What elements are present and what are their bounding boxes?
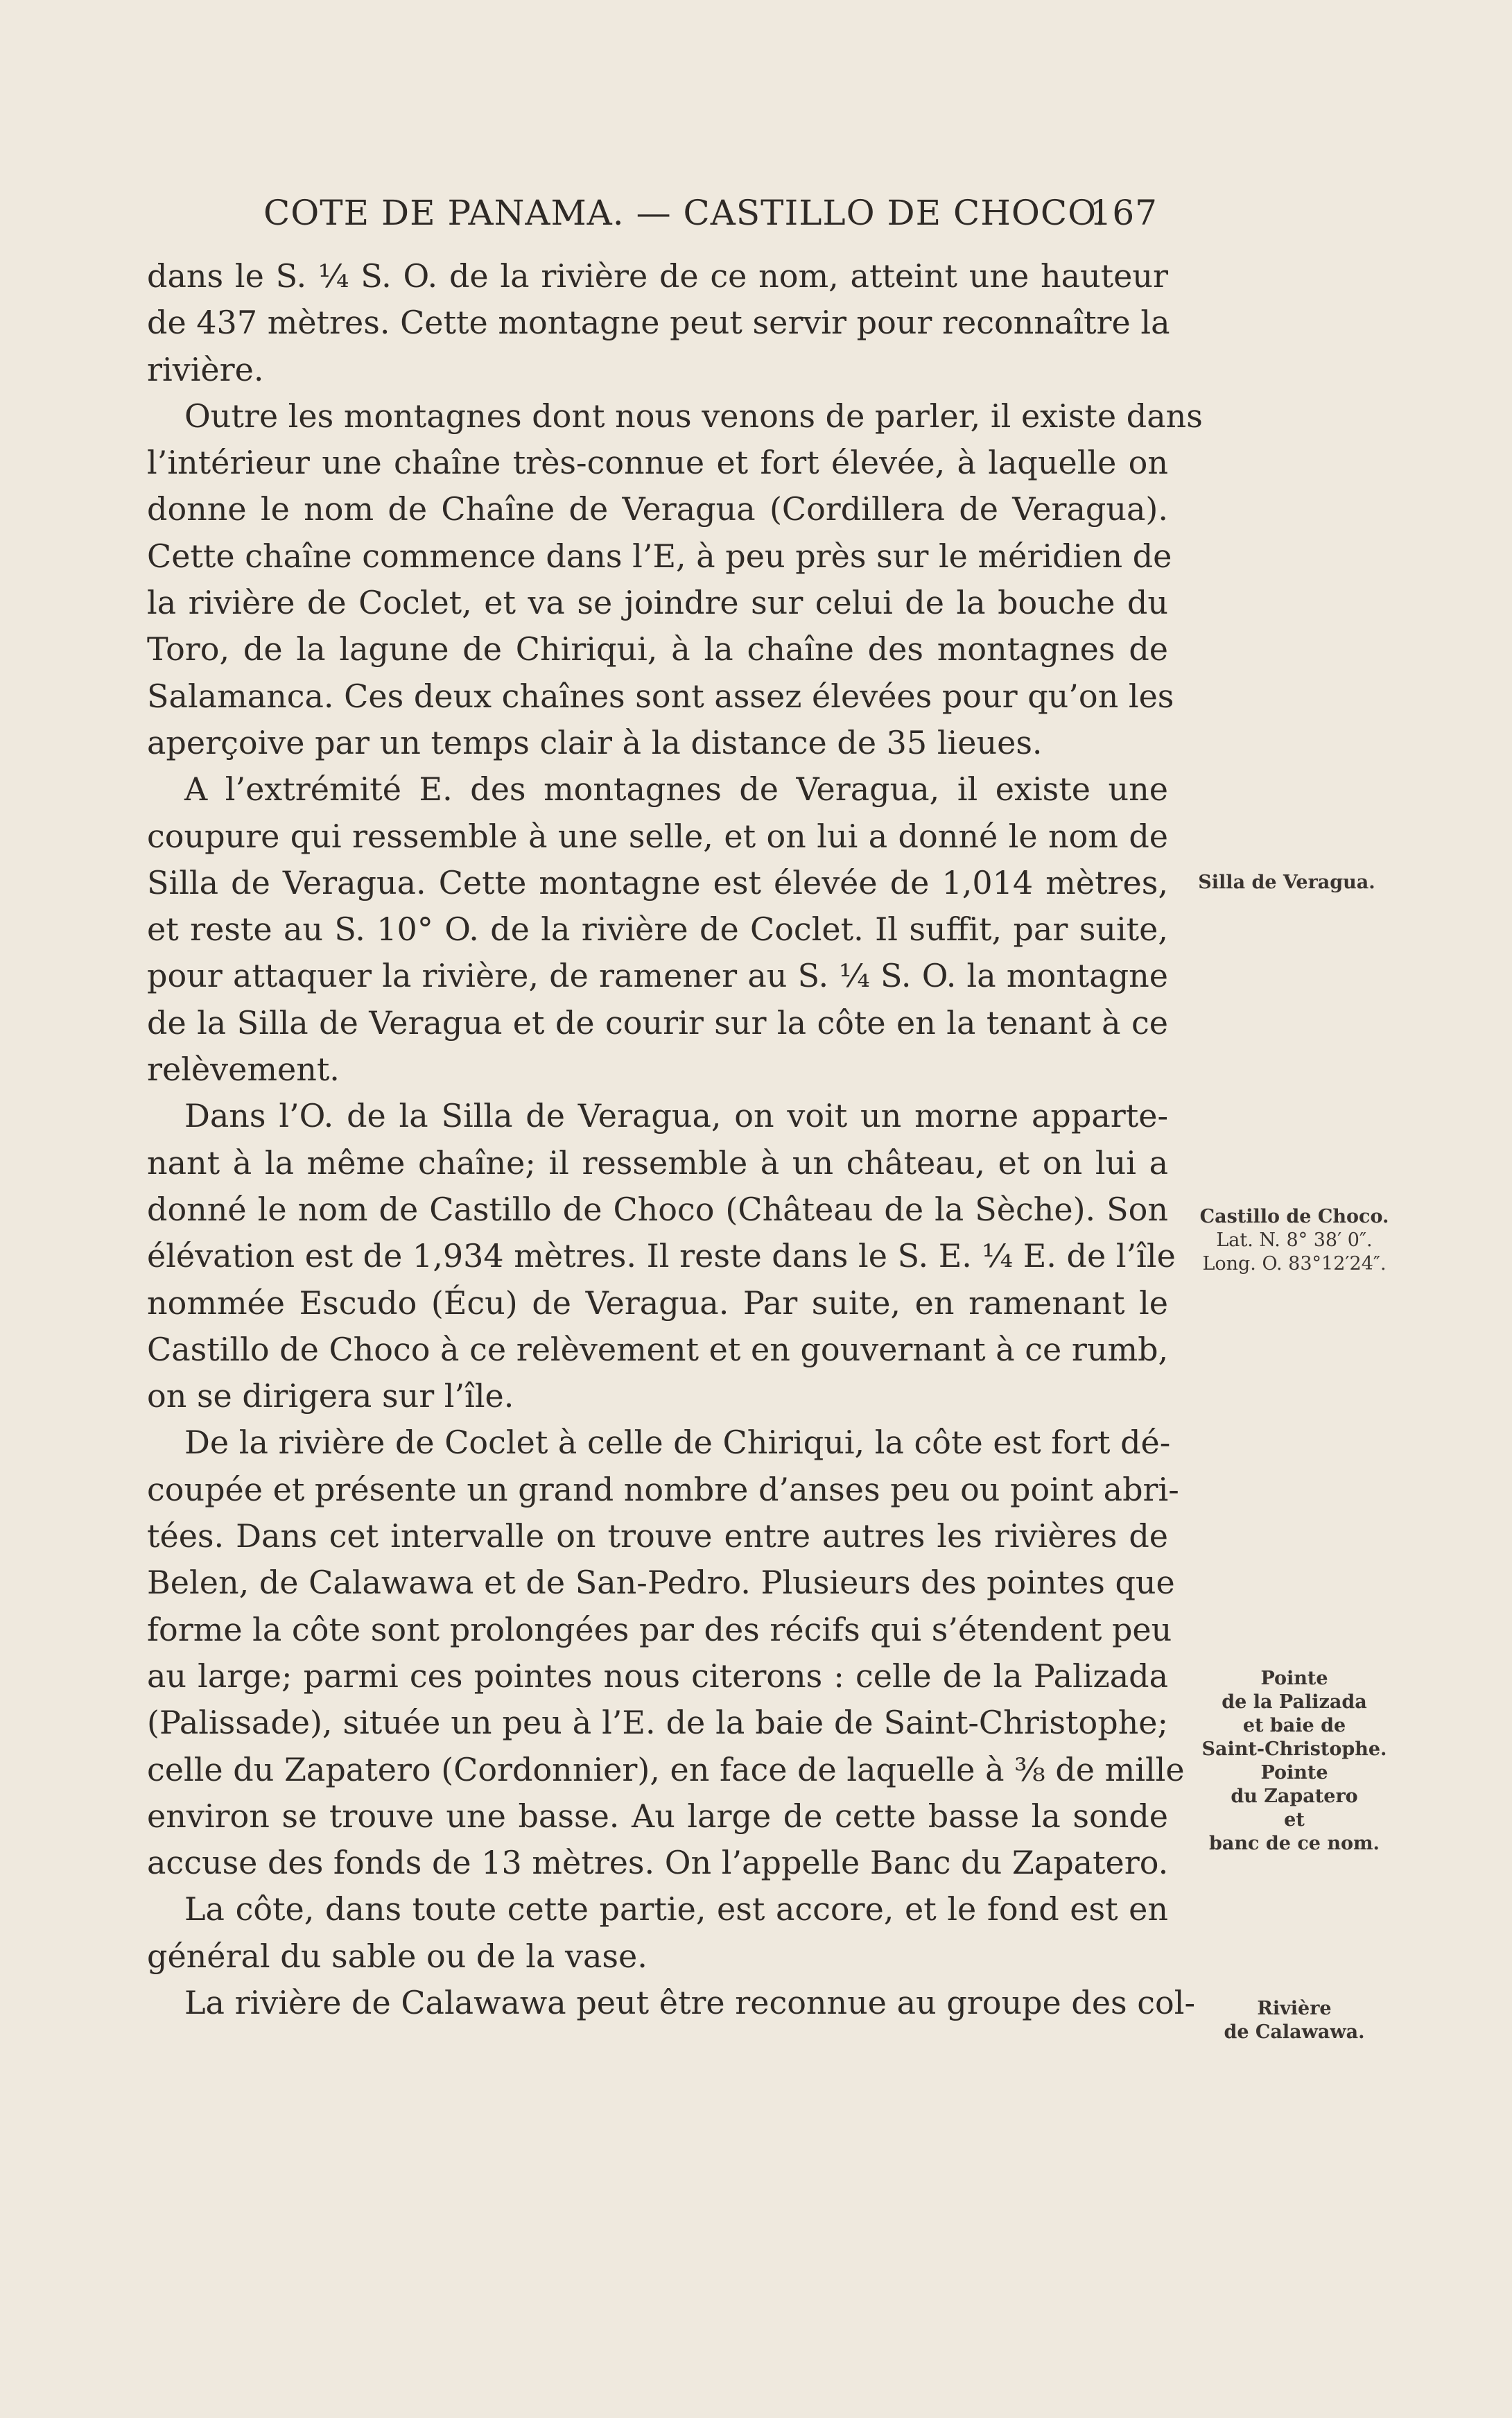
- text-line: environ se trouve une basse. Au large de cette basse la sonde: [147, 1797, 1168, 1835]
- text-line: de 437 mètres. Cette montagne peut servir pour reconnaître la: [147, 304, 1170, 342]
- text-line: donné le nom de Castillo de Choco (Château de la Sèche). Son: [147, 1190, 1168, 1228]
- text-line: élévation est de 1,934 mètres. Il reste dans le S. E. ¼ E. de l’île: [147, 1237, 1176, 1275]
- margin-note-line: du Zapatero: [1231, 1786, 1358, 1807]
- text-line: rivière.: [147, 350, 264, 388]
- margin-note-pointe-palizada: [1187, 1667, 1402, 1856]
- text-line: De la rivière de Coclet à celle de Chiriqui, la côte est fort dé-: [184, 1424, 1171, 1462]
- margin-note-line: de la Palizada: [1222, 1691, 1367, 1713]
- text-line: Dans l’O. de la Silla de Veragua, on voit un morne apparte-: [184, 1097, 1168, 1135]
- text-line: Salamanca. Ces deux chaînes sont assez élevées pour qu’on les: [147, 677, 1174, 715]
- margin-note-line: et baie de: [1242, 1715, 1346, 1736]
- text-line: A l’extrémité E. des montagnes de Veragua, il existe une: [184, 770, 1168, 809]
- text-line: pour attaquer la rivière, de ramener au S. ¼ S. O. la montagne: [147, 957, 1168, 995]
- margin-note-silla: [1183, 871, 1391, 895]
- text-line: La côte, dans toute cette partie, est accore, et le fond est en: [184, 1890, 1168, 1928]
- text-line: la rivière de Coclet, et va se joindre sur celui de la bouche du: [147, 584, 1168, 622]
- text-line: donne le nom de Chaîne de Veragua (Cordillera de Veragua).: [147, 490, 1168, 528]
- text-line: forme la côte sont prolongées par des récifs qui s’étendent peu: [147, 1610, 1172, 1648]
- text-line: Silla de Veragua. Cette montagne est élevée de 1,014 mètres,: [147, 863, 1168, 901]
- text-line: aperçoive par un temps clair à la distance de 35 lieues.: [147, 723, 1043, 761]
- text-line: tées. Dans cet intervalle on trouve entre autres les rivières de: [147, 1517, 1168, 1555]
- margin-note-line: Saint-Christophe.: [1201, 1738, 1387, 1760]
- text-line: coupure qui ressemble à une selle, et on lui a donné le nom de: [147, 817, 1168, 855]
- text-line: de la Silla de Veragua et de courir sur la côte en la tenant à ce: [147, 1003, 1168, 1042]
- margin-note-castillo: [1187, 1205, 1402, 1276]
- text-line: accuse des fonds de 13 mètres. On l’appelle Banc du Zapatero.: [147, 1844, 1169, 1882]
- running-header: [263, 193, 1158, 241]
- text-line: Outre les montagnes dont nous venons de parler, il existe dans: [184, 397, 1203, 435]
- margin-note-line: Castillo de Choco.: [1199, 1206, 1389, 1227]
- text-line: Cette chaîne commence dans l’E, à peu près sur le méridien de: [147, 537, 1172, 575]
- text-line: général du sable ou de la vase.: [147, 1937, 648, 1975]
- margin-note-line: et: [1284, 1809, 1305, 1831]
- margin-note-line: Silla de Veragua.: [1198, 872, 1375, 893]
- margin-note-line: Pointe: [1260, 1762, 1328, 1784]
- text-line: nommée Escudo (Écu) de Veragua. Par suite, en ramenant le: [147, 1284, 1168, 1322]
- text-line: Belen, de Calawawa et de San-Pedro. Plusieurs des pointes que: [147, 1564, 1175, 1602]
- text-line: relèvement.: [147, 1051, 340, 1089]
- body-text: [147, 253, 1203, 2026]
- text-line: Castillo de Choco à ce relèvement et en gouvernant à ce rumb,: [147, 1330, 1169, 1368]
- page-number: 167: [1089, 193, 1158, 233]
- text-line: coupée et présente un grand nombre d’anses peu ou point abri-: [147, 1470, 1179, 1508]
- text-line: (Palissade), située un peu à l’E. de la baie de Saint-Christophe;: [147, 1704, 1168, 1742]
- text-line: nant à la même chaîne; il ressemble à un château, et on lui a: [147, 1143, 1168, 1182]
- margin-note-longitude: Long. O. 83°12′24″.: [1202, 1253, 1387, 1275]
- text-line: celle du Zapatero (Cordonnier), en face de laquelle à ⅜ de mille: [147, 1750, 1185, 1788]
- text-line: Toro, de la lagune de Chiriqui, à la chaîne des montagnes de: [147, 630, 1168, 668]
- text-line: La rivière de Calawawa peut être reconnue au groupe des col-: [184, 1983, 1195, 2021]
- margin-note-line: Rivière: [1257, 1998, 1332, 2019]
- margin-note-line: de Calawawa.: [1224, 2021, 1365, 2043]
- text-line: l’intérieur une chaîne très-connue et fort élevée, à laquelle on: [147, 444, 1168, 482]
- text-line: et reste au S. 10° O. de la rivière de Coclet. Il suffit, par suite,: [147, 910, 1168, 949]
- text-line: dans le S. ¼ S. O. de la rivière de ce nom, atteint une hauteur: [147, 257, 1168, 295]
- margin-note-line: Pointe: [1260, 1668, 1328, 1689]
- text-line: on se dirigera sur l’île.: [147, 1377, 514, 1415]
- text-line: au large; parmi ces pointes nous citerons : celle de la Palizada: [147, 1657, 1168, 1695]
- margin-note-latitude: Lat. N. 8° 38′ 0″.: [1216, 1229, 1373, 1251]
- margin-note-line: banc de ce nom.: [1209, 1833, 1380, 1854]
- margin-note-riviere: [1187, 1997, 1402, 2044]
- header-title: COTE DE PANAMA. — CASTILLO DE CHOCO.: [263, 193, 1107, 233]
